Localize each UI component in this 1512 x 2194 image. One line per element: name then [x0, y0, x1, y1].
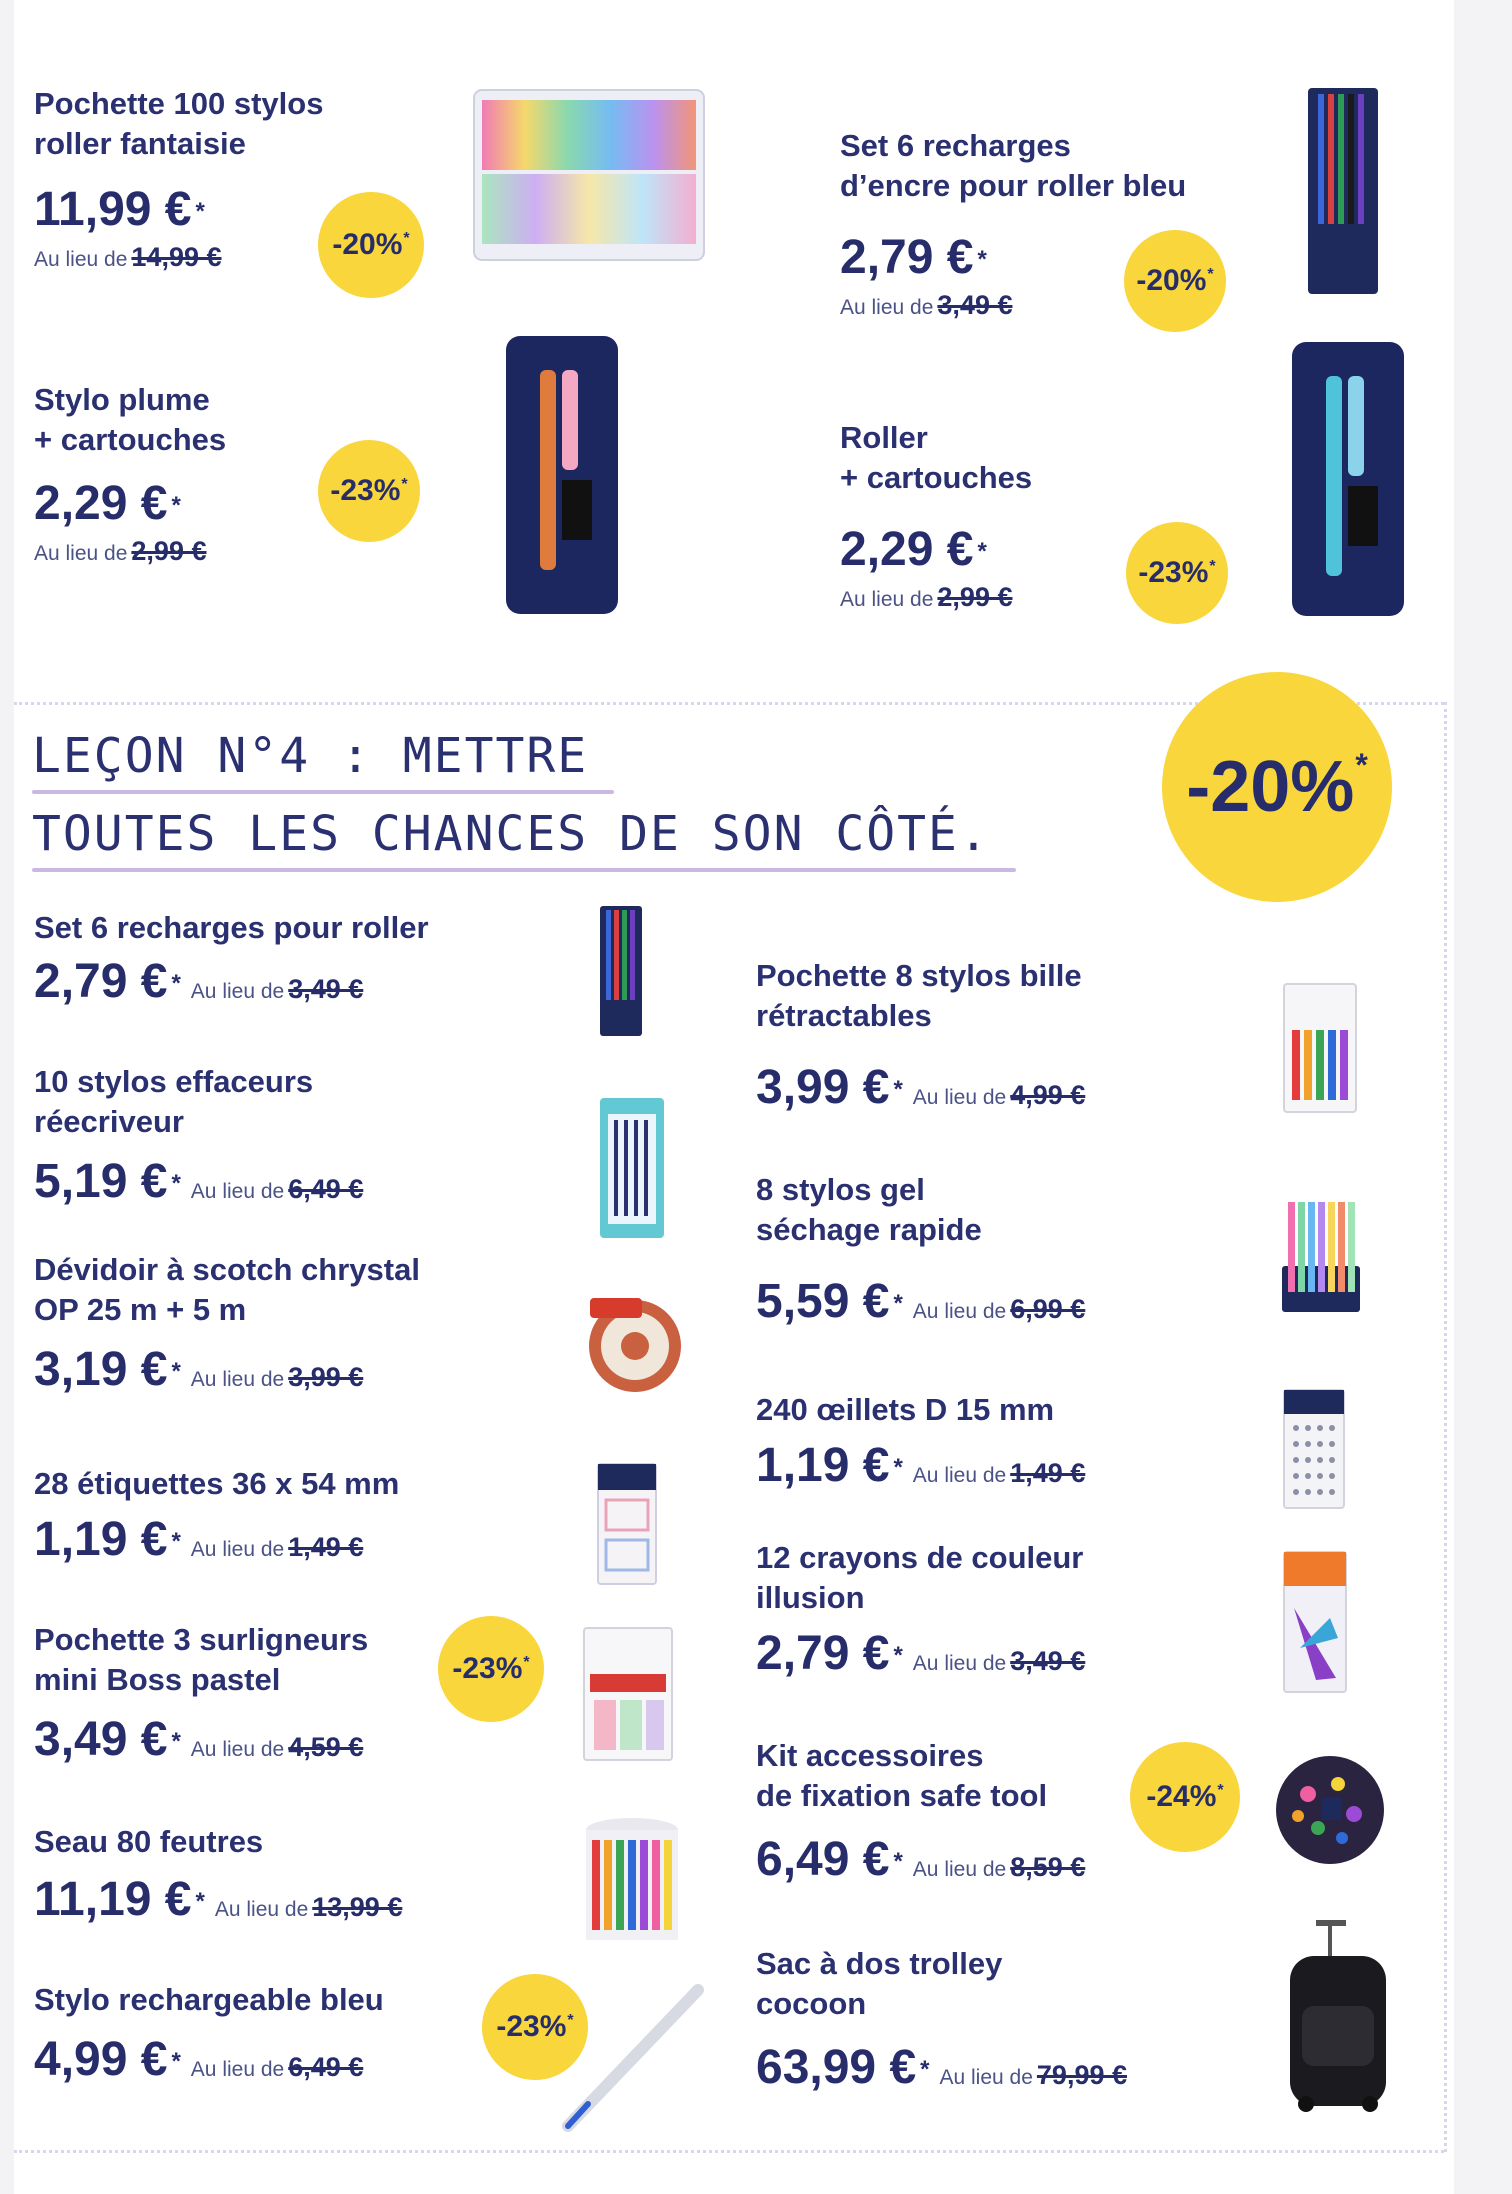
- product-price: 11,19 € * Au lieu de 13,99 €: [34, 1873, 403, 1926]
- gel-pen-pouch-icon: [464, 70, 714, 280]
- product-price: 1,19 € * Au lieu de 1,49 €: [34, 1513, 364, 1566]
- product-name: Roller + cartouches: [840, 420, 1033, 495]
- felt-pens-bucket-icon: [580, 1810, 684, 1950]
- erasable-pens-icon: [596, 1094, 668, 1242]
- product-name: 8 stylos gel séchage rapide: [756, 1172, 982, 1247]
- product-price: 63,99 € * Au lieu de 79,99 €: [756, 2041, 1127, 2094]
- product-name: 10 stylos effaceurs réecriveur: [34, 1064, 314, 1139]
- retractable-pens-icon: [1280, 980, 1360, 1116]
- discount-badge: -23% *: [1126, 522, 1228, 624]
- product-name: 240 œillets D 15 mm: [756, 1392, 1055, 1427]
- refill-set-icon: [596, 902, 646, 1042]
- product-old-price: Au lieu de 2,99 €: [34, 536, 207, 566]
- ballpoint-pen-icon: [548, 1976, 718, 2142]
- fountain-pen-pack-icon: [500, 330, 624, 620]
- discount-badge: -23% *: [438, 1616, 544, 1722]
- product-price: 2,79 € *: [840, 231, 987, 284]
- trolley-backpack-icon: [1276, 1916, 1400, 2114]
- product-name: Seau 80 feutres: [34, 1824, 264, 1859]
- product-old-price: Au lieu de 14,99 €: [34, 242, 222, 272]
- product-name: 12 crayons de couleur illusion: [756, 1540, 1084, 1615]
- product-price: 2,79 € * Au lieu de 3,49 €: [34, 955, 364, 1008]
- lesson-title-line-2: TOUTES LES CHANCES DE SON CÔTÉ.: [32, 806, 990, 862]
- product-name: Stylo rechargeable bleu: [34, 1982, 384, 2017]
- product-name: Pochette 100 stylos roller fantaisie: [34, 86, 324, 161]
- refill-pack-icon: [1304, 80, 1384, 300]
- product-name: Set 6 recharges pour roller: [34, 910, 429, 945]
- product-name: Pochette 8 stylos bille rétractables: [756, 958, 1082, 1033]
- product-price: 6,49 € * Au lieu de 8,59 €: [756, 1833, 1086, 1886]
- fixation-kit-icon: [1268, 1744, 1392, 1868]
- product-price: 3,49 € * Au lieu de 4,59 €: [34, 1713, 364, 1766]
- discount-badge: -20% *: [1124, 230, 1226, 332]
- discount-badge: -23% *: [482, 1974, 588, 2080]
- product-price: 5,19 € * Au lieu de 6,49 €: [34, 1155, 364, 1208]
- product-old-price: Au lieu de 2,99 €: [840, 582, 1013, 612]
- lesson-underline-1: [32, 790, 614, 794]
- product-old-price: Au lieu de 3,49 €: [840, 290, 1013, 320]
- product-price: 11,99 € *: [34, 183, 205, 236]
- labels-pack-icon: [594, 1460, 660, 1588]
- discount-badge: -23% *: [318, 440, 420, 542]
- product-name: Sac à dos trolley cocoon: [756, 1946, 1003, 2021]
- catalog-page: [14, 0, 1454, 2194]
- product-name: Kit accessoires de fixation safe tool: [756, 1738, 1048, 1813]
- lesson-underline-2: [32, 868, 1016, 872]
- highlighters-icon: [580, 1624, 676, 1764]
- roller-pen-pack-icon: [1286, 336, 1410, 622]
- product-price: 4,99 € * Au lieu de 6,49 €: [34, 2033, 364, 2086]
- section-divider-right: [1444, 702, 1447, 2152]
- product-name: Set 6 recharges d’encre pour roller bleu: [840, 128, 1187, 203]
- product-price: 3,99 € * Au lieu de 4,99 €: [756, 1061, 1086, 1114]
- discount-badge: -20% *: [318, 192, 424, 298]
- discount-badge: -24% *: [1130, 1742, 1240, 1852]
- product-name: Dévidoir à scotch chrystal OP 25 m + 5 m: [34, 1252, 420, 1327]
- lesson-discount-badge: -20% *: [1162, 672, 1392, 902]
- section-divider-bottom: [14, 2150, 1444, 2153]
- product-name: Pochette 3 surligneurs mini Boss pastel: [34, 1622, 369, 1697]
- product-price: 2,29 € *: [34, 477, 181, 530]
- colored-pencils-icon: [1280, 1548, 1350, 1696]
- product-price: 1,19 € * Au lieu de 1,49 €: [756, 1439, 1086, 1492]
- lesson-title-line-1: LEÇON N°4 : METTRE: [32, 728, 589, 784]
- product-name: Stylo plume + cartouches: [34, 382, 227, 457]
- product-price: 5,59 € * Au lieu de 6,99 €: [756, 1275, 1086, 1328]
- product-name: 28 étiquettes 36 x 54 mm: [34, 1466, 400, 1501]
- tape-dispenser-icon: [580, 1288, 690, 1398]
- product-price: 3,19 € * Au lieu de 3,99 €: [34, 1343, 364, 1396]
- gel-pens-pack-icon: [1278, 1196, 1364, 1316]
- product-price: 2,29 € *: [840, 523, 987, 576]
- eyelets-pack-icon: [1280, 1386, 1348, 1512]
- product-price: 2,79 € * Au lieu de 3,49 €: [756, 1627, 1086, 1680]
